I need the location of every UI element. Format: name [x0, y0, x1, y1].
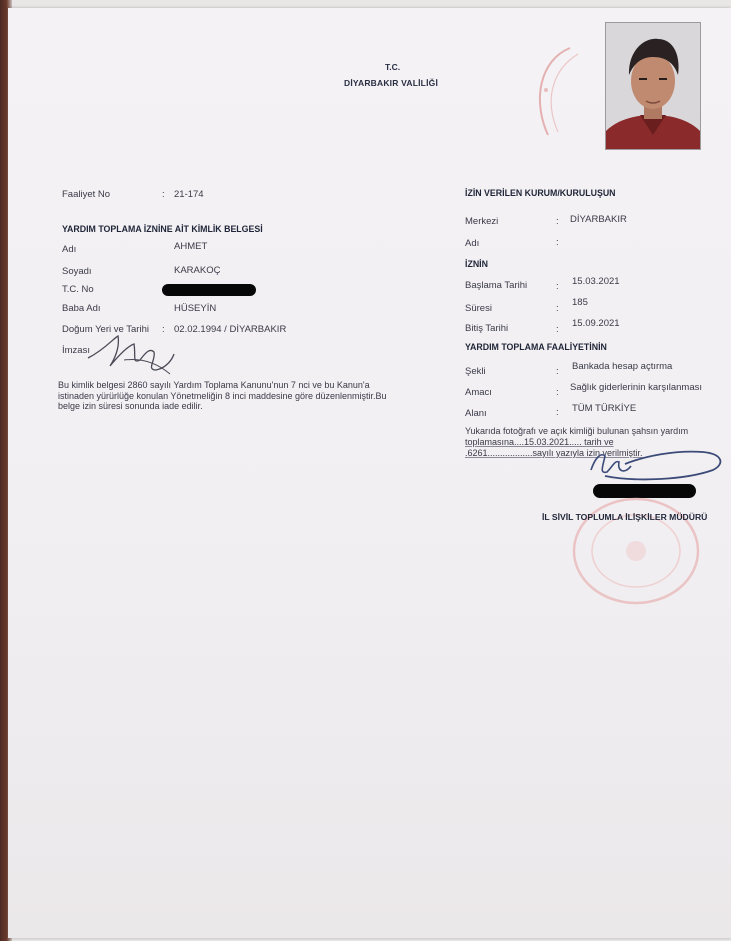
person-photo-icon — [606, 23, 700, 149]
legal-paragraph: Bu kimlik belgesi 2860 sayılı Yardım Toplama Kanunu'nun 7 nci ve bu Kanun'a istinaden yürürlüğe konulan Yönetmeliğin 8 inci maddesine göre düzenlenmiştir.Bu belge izin süresi sonunda iade edilir. — [58, 380, 387, 411]
tc-no-label: T.C. No — [62, 284, 94, 295]
end-date-label: Bitiş Tarihi — [465, 323, 509, 334]
colon: : — [162, 189, 165, 200]
header-tc: T.C. — [385, 62, 401, 72]
official-signature-icon — [585, 446, 725, 486]
signature-label: İmzası — [62, 345, 90, 356]
id-document-title: YARDIM TOPLAMA İZNİNE AİT KİMLİK BELGESİ — [62, 224, 263, 234]
colon: : — [556, 324, 559, 335]
org-center-label: Merkezi — [465, 216, 499, 227]
activity-no-value: 21-174 — [174, 189, 204, 200]
surname-label: Soyadı — [62, 266, 92, 277]
org-title: İZİN VERİLEN KURUM/KURULUŞUN — [465, 188, 616, 198]
start-date-value: 15.03.2021 — [572, 276, 620, 287]
tc-no-redaction — [162, 284, 256, 296]
stamp-top-icon — [530, 40, 590, 150]
area-value: TÜM TÜRKİYE — [572, 403, 637, 414]
activity-title: YARDIM TOPLAMA FAALİYETİNİN — [465, 342, 607, 352]
colon: : — [162, 324, 165, 335]
purpose-value: Sağlık giderlerinin karşılanması — [570, 382, 703, 393]
colon: : — [556, 281, 559, 292]
end-date-value: 15.09.2021 — [572, 318, 620, 329]
method-value: Bankada hesap açtırma — [572, 361, 673, 372]
name-label: Adı — [62, 244, 77, 255]
org-center-value: DİYARBAKIR — [570, 214, 627, 225]
official-title: İL SİVİL TOPLUMLA İLİŞKİLER MÜDÜRÜ — [542, 512, 708, 522]
birth-place-date-label: Doğum Yeri ve Tarihi — [62, 324, 149, 335]
org-name-label: Adı — [465, 238, 480, 249]
surname-value: KARAKOÇ — [174, 265, 221, 276]
colon: : — [556, 387, 559, 398]
permit-title: İZNİN — [465, 259, 488, 269]
purpose-label: Amacı — [465, 387, 492, 398]
father-name-label: Baba Adı — [62, 303, 101, 314]
area-label: Alanı — [465, 408, 487, 419]
colon: : — [556, 237, 559, 248]
id-photo — [605, 22, 701, 150]
activity-no-label: Faaliyet No — [62, 189, 111, 200]
approval-line-3: .6261..................sayılı yazıyla izin verilmiştir. — [465, 448, 643, 458]
birth-place-date-value: 02.02.1994 / DİYARBAKIR — [174, 324, 287, 335]
header-governorship: DİYARBAKIR VALİLİĞİ — [344, 78, 439, 88]
duration-label: Süresi — [465, 303, 492, 314]
father-name-value: HÜSEYİN — [174, 303, 217, 314]
duration-value: 185 — [572, 297, 588, 308]
approval-line-2: toplamasına....15.03.2021..... tarih ve — [465, 437, 614, 447]
name-value: AHMET — [174, 241, 208, 252]
holder-signature-icon — [84, 330, 184, 378]
start-date-label: Başlama Tarihi — [465, 280, 528, 291]
colon: : — [556, 366, 559, 377]
colon: : — [556, 407, 559, 418]
method-label: Şekli — [465, 366, 486, 377]
approval-line-1: Yukarıda fotoğrafı ve açık kimliği bulunan şahsın yardım — [465, 426, 689, 436]
colon: : — [556, 303, 559, 314]
colon: : — [556, 216, 559, 227]
